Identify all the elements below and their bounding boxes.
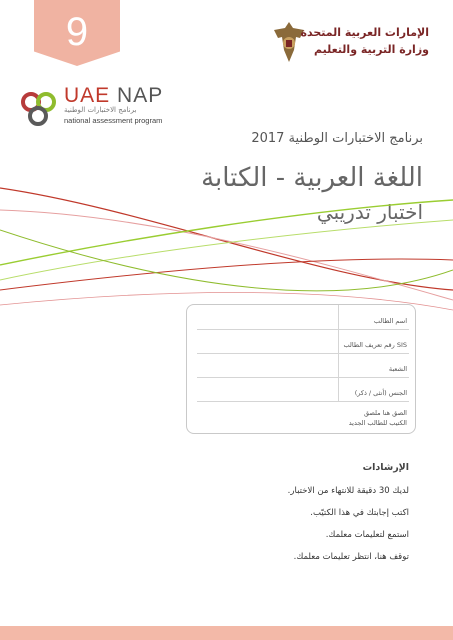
instruction-item: اكتب إجابتك في هذا الكتيّب.	[310, 508, 409, 518]
nap-english: national assessment program	[64, 116, 163, 125]
instruction-item: استمع لتعليمات معلمك.	[325, 530, 409, 540]
bottom-band	[0, 626, 453, 640]
instructions-title: الإرشادات	[362, 462, 409, 473]
instruction-item: توقف هنا، انتظر تعليمات معلمك.	[293, 552, 409, 562]
student-sticker-label: الصق هنا ملصق الكتيب للطالب الجديد	[348, 409, 407, 427]
student-section-row[interactable]	[197, 353, 409, 378]
field-divider	[338, 377, 339, 401]
student-gender-label: الجنس (أنثى / ذكر)	[354, 389, 407, 397]
field-divider	[338, 329, 339, 353]
test-type: اختبار تدريبي	[316, 200, 423, 224]
ministry-line1: الإمارات العربية المتحدة	[300, 26, 429, 39]
nap-arabic: برنامج الاختبارات الوطنية	[64, 106, 137, 114]
ministry-line2: وزارة التربية والتعليم	[314, 43, 429, 56]
instruction-item: لديك 30 دقيقة للانتهاء من الاختبار.	[287, 486, 409, 496]
field-divider	[338, 305, 339, 329]
nap-logo-icon	[20, 90, 64, 130]
student-sis-row[interactable]	[197, 329, 409, 354]
instructions-list	[288, 480, 409, 568]
decorative-waves	[0, 170, 453, 320]
student-name-row[interactable]	[197, 305, 409, 330]
student-info-box	[186, 304, 416, 434]
student-sticker-row	[197, 401, 409, 431]
student-gender-row[interactable]	[197, 377, 409, 402]
student-sis-label: SIS رقم تعريف الطالب	[343, 341, 407, 349]
field-divider	[338, 353, 339, 377]
nap-uae: UAE	[64, 84, 111, 107]
nap-wordmark	[64, 84, 163, 108]
program-title: برنامج الاختبارات الوطنية 2017	[251, 131, 423, 146]
ministry-header	[300, 24, 429, 58]
student-name-label: اسم الطالب	[373, 317, 407, 325]
nap-nap: NAP	[117, 84, 164, 107]
student-section-label: الشعبة	[388, 365, 407, 373]
grade-number: 9	[65, 10, 89, 54]
subject-title: اللغة العربية - الكتابة	[201, 163, 423, 193]
